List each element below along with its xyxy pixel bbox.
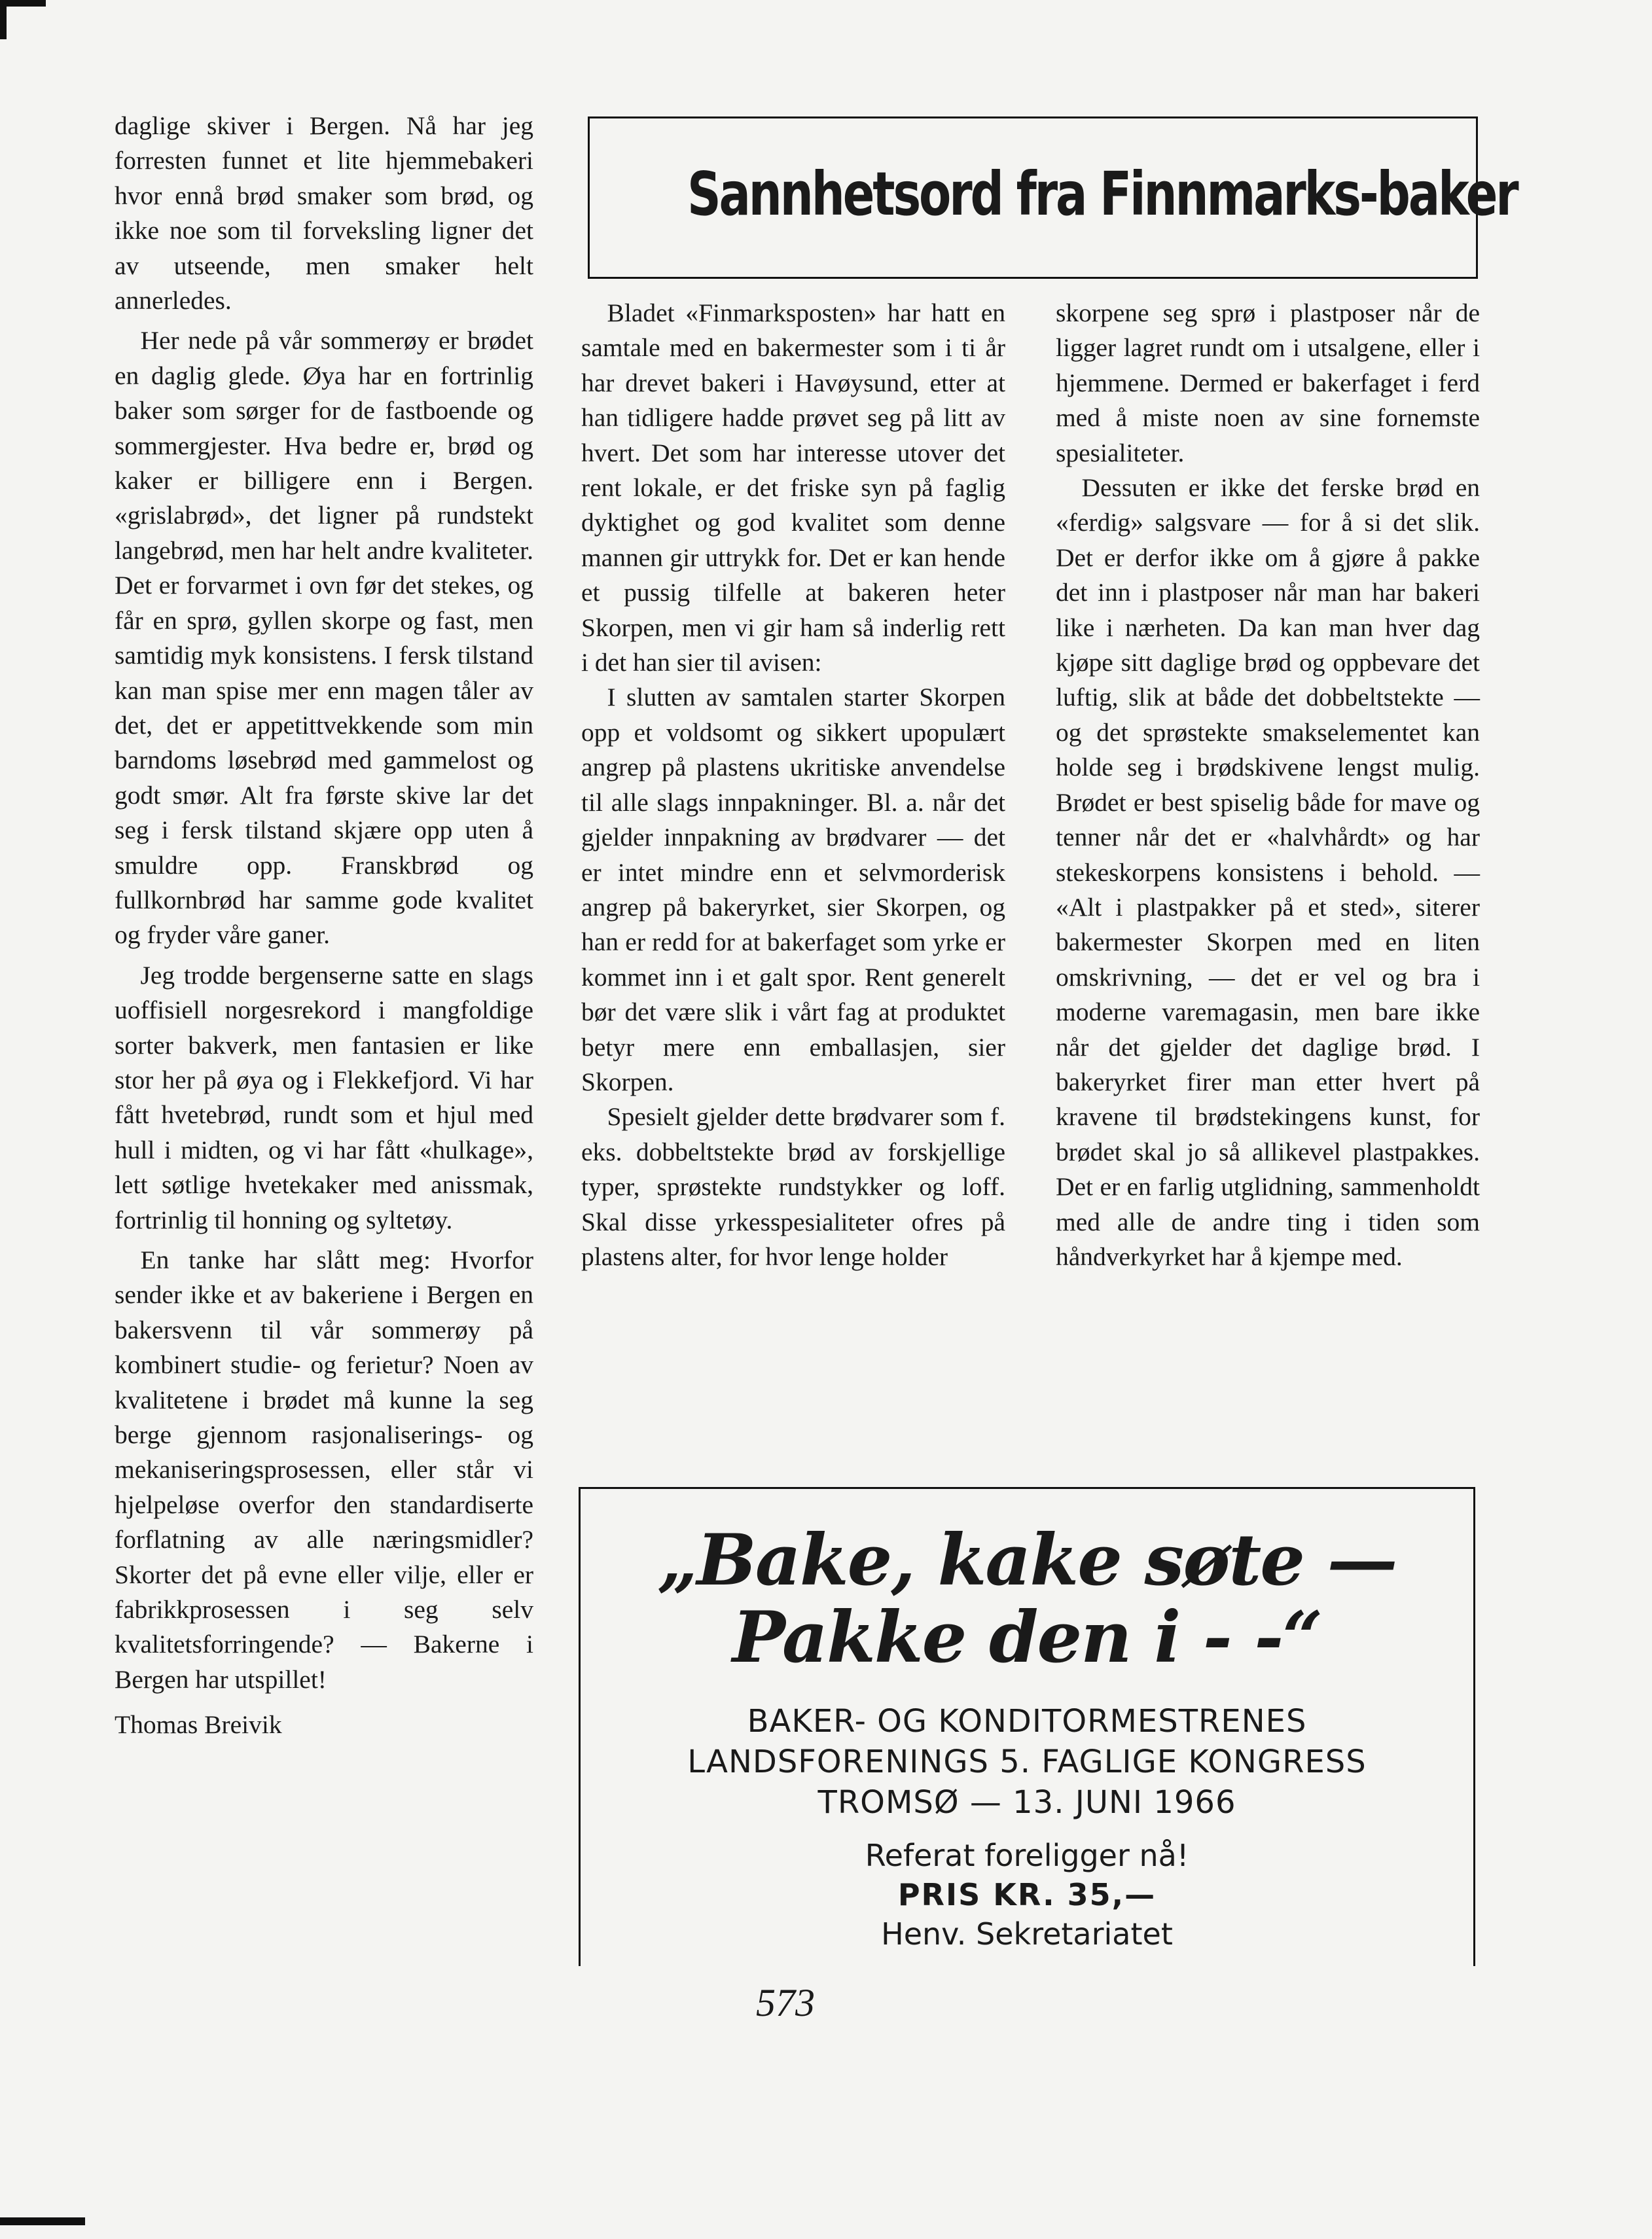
article-paragraph: skorpene seg sprø i plastposer når de ligger lagret rundt om i utsalgene, eller i hjemmene. Dermed er bakerfaget i ferd med å miste noen av sine fornemste spesialiteter.: [1056, 298, 1480, 467]
article-column-right: [1056, 296, 1480, 1274]
advertisement-slogan: [581, 1519, 1473, 1679]
corner-mark-top: [0, 0, 46, 7]
advertisement-box: [579, 1487, 1475, 1966]
organizer-line: LANDSFORENINGS 5. FAGLIGE KONGRESS: [687, 1744, 1367, 1780]
article-column-middle: [581, 296, 1005, 1274]
article-title: Sannhetsord fra Finnmarks-baker: [687, 159, 1517, 229]
article-paragraph: Dessuten er ikke det ferske brød en «ferdig» salgsvare — for å si det slik. Det er derfor ikke om å gjøre å pakke det inn i plastposer når man har bakeri like i nærheten. Da kan man hver dag kjøpe sitt daglige brød og oppbevare det luftig, slik at både det dobbeltstekte — og det sprøstekte smakselementet kan holde seg i brødskivene lengst mulig. Brødet er best spiselig både for mave og tenner når det er «halvhårdt» og har stekeskorpens konsistens i behold. — «Alt i plastpakker på et sted», siterer bakermester Skorpen med en liten omskrivning, — det er vel og bra i moderne varemagasin, men bare ikke når det gjelder det daglige brød. I bakeryrket firer man etter hvert på kravene til brødstekingens kunst, for brødet skal jo så allikevel plastpakkes. Det er en farlig utglidning, sammenholdt med alle de andre ting i tiden som håndverkyrket har å kjempe med.: [1056, 473, 1480, 1271]
article-paragraph: Bladet «Finmarksposten» har hatt en samtale med en bakermester som i ti år har drevet bakeri i Havøysund, etter at han tidligere hadde prøvet seg på litt av hvert. Det som har interesse utover det rent lokale, er det friske syn på faglig dyktighet og god kvalitet som denne mannen gir uttrykk for. Det er kan hende et pussig tilfelle at bakeren heter Skorpen, men vi gir ham så inderlig rett i det han sier til avisen:: [581, 298, 1005, 677]
advertisement-report-info: [581, 1836, 1473, 1954]
letter-paragraph: En tanke har slått meg: Hvorfor sender ikke et av bakeriene i Bergen en bakersvenn til vår sommerøy på kombinert studie- og ferietur? Noen av kvalitetene i brødet må kunne la seg berge gjennom rasjonaliserings- og mekaniseringsprosessen, eller står vi hjelpeløse overfor den standardiserte forflatning av alle næringsmidler? Skorter det på evne eller vilje, eller er fabrikkprosessen i seg selv kvalitetsforringende? — Bakerne i Bergen har utspillet!: [115, 1245, 533, 1694]
report-price: PRIS KR. 35,—: [897, 1877, 1157, 1912]
corner-mark-top-left: [0, 0, 7, 39]
letter-paragraph: Jeg trodde bergenserne satte en slags uoffisiell norgesrekord i mangfoldige sorter bakverk, men fantasien er like stor her på øya og i Flekkefjord. Vi har fått hvetebrød, rundt som et hjul med hull i midten, og vi har fått «hulkage», lett søtlige hvetekaker med anissmak, fortrinlig til honning og syltetøy.: [115, 960, 533, 1234]
organizer-line: BAKER- OG KONDITORMESTRENES: [747, 1703, 1307, 1740]
letter-column: [115, 109, 533, 1743]
report-available: Referat foreligger nå!: [865, 1838, 1189, 1873]
corner-mark-bottom: [0, 2217, 85, 2225]
advertisement-organizer: [581, 1701, 1473, 1823]
slogan-line: Pakke den i - -“: [732, 1596, 1322, 1679]
article-paragraph: I slutten av samtalen starter Skorpen opp et voldsomt og sikkert upopulært angrep på plastens ukritiske anvendelse til alle slags innpakninger. Bl. a. når det gjelder innpakning av brødvarer — det er intet mindre enn et selvmorderisk angrep på bakeryrket, sier Skorpen, og han er redd for at bakerfaget som yrke er kommet inn i et galt spor. Rent generelt bør det være slik i vårt fag at produktet betyr mere enn emballasjen, sier Skorpen.: [581, 683, 1005, 1096]
page-number: 573: [756, 1981, 815, 2024]
slogan-line: „Bake, kake søte —: [657, 1519, 1397, 1602]
organizer-line: TROMSØ — 13. JUNI 1966: [817, 1784, 1236, 1821]
letter-signature: Thomas Breivik: [115, 1710, 282, 1740]
letter-paragraph: Her nede på vår sommerøy er brødet en daglig glede. Øya har en fortrinlig baker som sørger for de fastboende og sommergjester. Hva bedre er, brød og kaker er billigere enn i Bergen. «grislabrød», det ligner på rundstekt langebrød, men har helt andre kvaliteter. Det er forvarmet i ovn før det stekes, og får en sprø, gyllen skorpe og fast, men samtidig myk konsistens. I fersk tilstand kan man spise mer enn magen tåler av det, det er appetittvekkende som min barndoms løsebrød med gammelost og godt smør. Alt fra første skive lar det seg i fersk tilstand skjære opp uten å smuldre opp. Franskbrød og fullkornbrød har samme gode kvalitet og fryder våre ganer.: [115, 326, 533, 950]
letter-paragraph: daglige skiver i Bergen. Nå har jeg forresten funnet et lite hjemmebakeri hvor ennå brød smaker som brød, og ikke noe som til forveksling ligner det av utseende, men smaker helt annerledes.: [115, 111, 533, 315]
article-paragraph: Spesielt gjelder dette brødvarer som f. eks. dobbeltstekte brød av forskjellige typer, sprøstekte rundstykker og loff. Skal disse yrkesspesialiteter ofres på plastens alter, for hvor lenge holder: [581, 1102, 1005, 1271]
article-headline-box: [588, 116, 1517, 279]
report-contact: Henv. Sekretariatet: [881, 1916, 1173, 1952]
